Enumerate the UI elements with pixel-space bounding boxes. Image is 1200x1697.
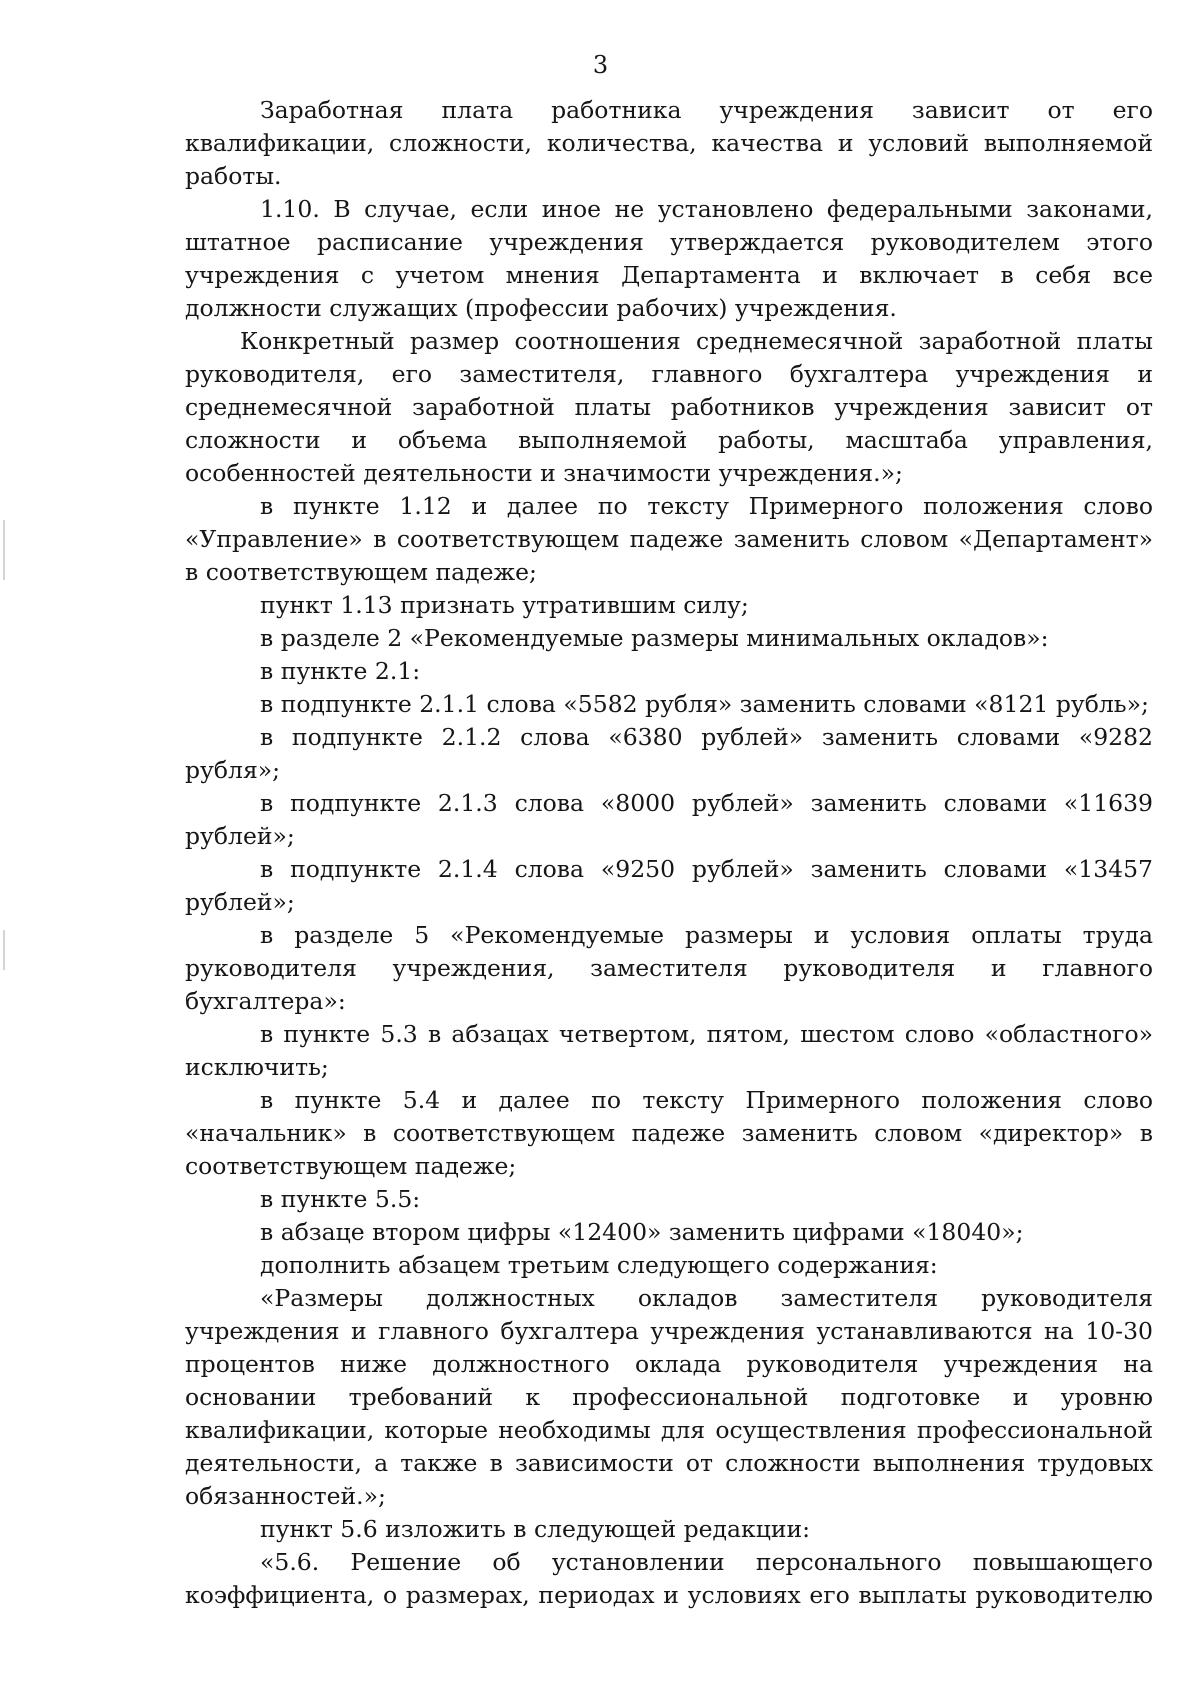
page-number: 3 [592,51,609,79]
paragraph: «5.6. Решение об установлении персонального повышающего коэффициента, о размерах, периодах и условиях его выплаты руководителю [185,1548,1153,1609]
paragraph: в подпункте 2.1.3 слова «8000 рублей» заменить словами «11639 рублей»; [185,789,1153,850]
paragraph: в абзаце втором цифры «12400» заменить цифрами «18040»; [260,1218,1024,1246]
paragraph: в разделе 2 «Рекомендуемые размеры минимальных окладов»: [260,624,1049,652]
paragraph: Заработная плата работника учреждения зависит от его квалификации, сложности, количества, качества и условий выполняемой работы. [185,96,1153,190]
scan-artifact [3,520,5,580]
paragraph: дополнить абзацем третьим следующего содержания: [260,1251,938,1279]
paragraph: в пункте 5.5: [260,1185,421,1213]
paragraph: 1.10. В случае, если иное не установлено федеральными законами, штатное расписание учреждения утверждается руководителем этого учреждения с учетом мнения Департамента и включает в себя все должности служащих (профессии рабочих) учреждения. [185,195,1153,322]
paragraph: в пункте 1.12 и далее по тексту Примерного положения слово «Управление» в соответствующем падеже заменить словом «Департамент» в соответствующем падеже; [185,492,1153,586]
paragraph: в разделе 5 «Рекомендуемые размеры и условия оплаты труда руководителя учреждения, заместителя руководителя и главного бухгалтера»: [185,921,1153,1015]
paragraph: в пункте 5.4 и далее по тексту Примерного положения слово «начальник» в соответствующем падеже заменить словом «директор» в соответствующем падеже; [185,1086,1153,1180]
paragraph: «Размеры должностных окладов заместителя руководителя учреждения и главного бухгалтера учреждения устанавливаются на 10-30 процентов ниже должностного оклада руководителя учреждения на основании требований к профессиональной подготовке и уровню квалификации, которые необходимы для осуществления профессиональной деятельности, а также в зависимости от сложности выполнения трудовых обязанностей.»; [185,1284,1153,1510]
paragraph: Конкретный размер соотношения среднемесячной заработной платы руководителя, его заместителя, главного бухгалтера учреждения и среднемесячной заработной платы работников учреждения зависит от сложности и объема выполняемой работы, масштаба управления, особенностей деятельности и значимости учреждения.»; [185,327,1153,487]
paragraph: в пункте 2.1: [260,657,421,685]
document-body [185,94,1153,1612]
paragraph: в подпункте 2.1.1 слова «5582 рубля» заменить словами «8121 рубль»; [260,690,1149,718]
paragraph: в подпункте 2.1.2 слова «6380 рублей» заменить словами «9282 рубля»; [185,723,1153,784]
paragraph: пункт 5.6 изложить в следующей редакции: [260,1515,811,1543]
paragraph: в пункте 5.3 в абзацах четвертом, пятом, шестом слово «областного» исключить; [185,1020,1153,1081]
scan-artifact [3,930,5,970]
paragraph: в подпункте 2.1.4 слова «9250 рублей» заменить словами «13457 рублей»; [185,855,1153,916]
paragraph: пункт 1.13 признать утратившим силу; [260,591,749,619]
